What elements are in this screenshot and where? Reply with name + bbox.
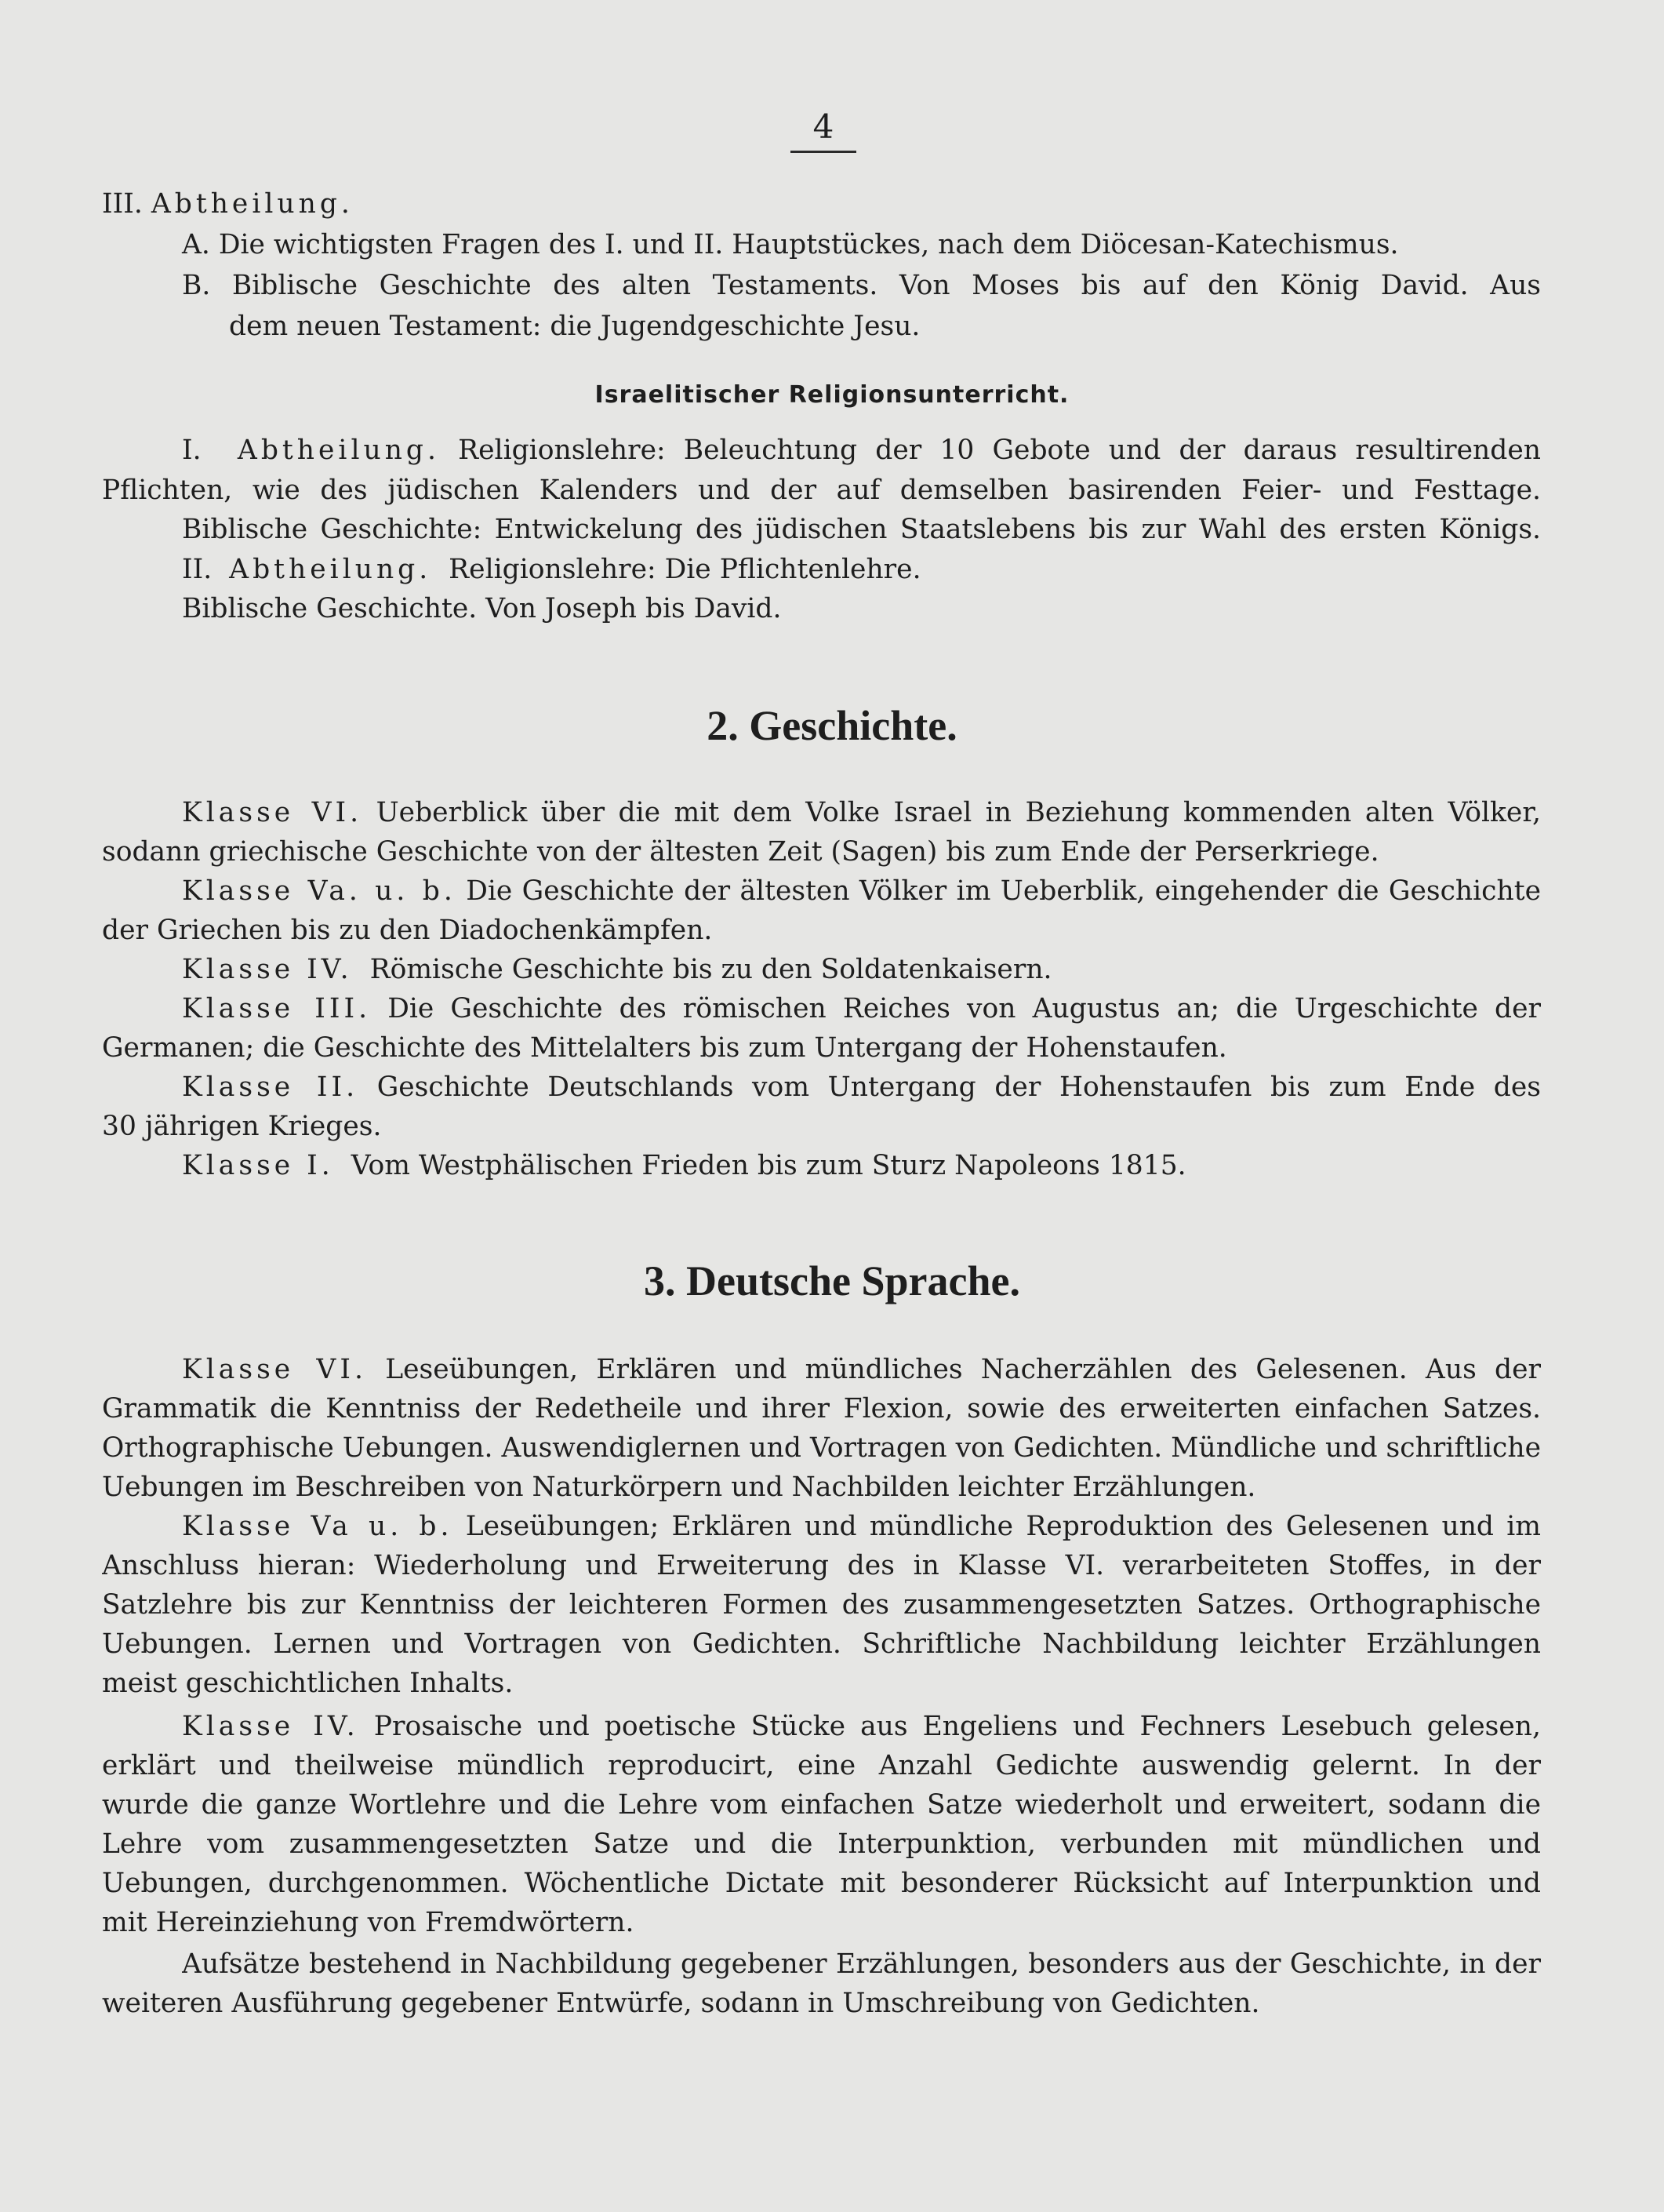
- abtheilung-number: III.: [102, 188, 143, 220]
- paragraph-first-line: [182, 1508, 1541, 1545]
- text-line: B. Biblische Geschichte des alten Testaments. Von Moses bis auf den König David. Aus: [182, 270, 1541, 301]
- klasse-label: Klasse IV.: [182, 954, 353, 985]
- paragraph-text: Ueberblick über die mit dem Volke Israel in Beziehung kommenden alten Völker,: [376, 797, 1541, 828]
- text-line: Biblische Geschichte. Von Joseph bis David.: [182, 593, 782, 624]
- text-line: sodann griechische Geschichte von der ältesten Zeit (Sagen) bis zum Ende der Perserkriege.: [102, 836, 1379, 868]
- text-line: Grammatik die Kenntniss der Redetheile und ihrer Flexion, sowie des erweiterten einfachen Satzes.: [102, 1393, 1541, 1424]
- paragraph-text: Römische Geschichte bis zu den Soldatenkaisern.: [369, 954, 1052, 985]
- text-line: A. Die wichtigsten Fragen des I. und II. Hauptstückes, nach dem Diöcesan-Katechismus.: [182, 229, 1399, 260]
- paragraph-first-line: [182, 1351, 1541, 1388]
- paragraph-text: Die Geschichte der ältesten Völker im Ueberblik, eingehender die Geschichte: [466, 875, 1541, 907]
- paragraph-text: Geschichte Deutschlands vom Untergang der Hohenstaufen bis zum Ende des: [376, 1071, 1541, 1103]
- paragraph-first-line: [182, 1068, 1541, 1106]
- klasse-label: Klasse Va. u. b.: [182, 875, 456, 907]
- paragraph-text: Die Geschichte des römischen Reiches von Augustus an; die Urgeschichte der: [387, 993, 1541, 1024]
- text-line: Anschluss hieran: Wiederholung und Erweiterung des in Klasse VI. verarbeiteten Stoffes, in der: [102, 1550, 1541, 1581]
- paragraph-text: Leseübungen, Erklären und mündliches Nacherzählen des Gelesenen. Aus der: [385, 1354, 1541, 1385]
- klasse-label: Klasse I.: [182, 1150, 334, 1181]
- text-line: Pflichten, wie des jüdischen Kalenders und der auf demselben basirenden Feier- und Festtage.: [102, 475, 1541, 506]
- text-line: meist geschichtlichen Inhalts.: [102, 1668, 514, 1699]
- abtheilung-label: Abtheilung.: [229, 554, 432, 585]
- paragraph-first-line: [182, 1147, 1541, 1184]
- klasse-label: Klasse Va u. b.: [182, 1511, 453, 1542]
- text-line: 30 jährigen Krieges.: [102, 1111, 382, 1142]
- paragraph-text: Leseübungen; Erklären und mündliche Reproduktion des Gelesenen und im: [465, 1511, 1541, 1542]
- text-line: Uebungen im Beschreiben von Naturkörpern und Nachbilden leichter Erzählungen.: [102, 1472, 1256, 1503]
- section-heading-geschichte: 2. Geschichte.: [707, 702, 957, 749]
- klasse-label: Klasse II.: [182, 1071, 359, 1103]
- text-line: Satzlehre bis zur Kenntniss der leichteren Formen des zusammengesetzten Satzes. Orthographische: [102, 1589, 1541, 1621]
- klasse-label: Klasse IV.: [182, 1711, 359, 1742]
- paragraph-first-line: [182, 1708, 1541, 1745]
- paragraph-first-line: [182, 951, 1541, 988]
- klasse-label: Klasse III.: [182, 993, 372, 1024]
- text-line: Aufsätze bestehend in Nachbildung gegebener Erzählungen, besonders aus der Geschichte, in der: [182, 1948, 1541, 1980]
- paragraph-text: Vom Westphälischen Frieden bis zum Sturz Napoleons 1815.: [351, 1150, 1186, 1181]
- paragraph-first-line: [182, 794, 1541, 831]
- text-line: wurde die ganze Wortlehre und die Lehre vom einfachen Satze wiederholt und erweitert, sodann die: [102, 1789, 1541, 1821]
- text-line: mit Hereinziehung von Fremdwörtern.: [102, 1907, 634, 1938]
- text-line: Orthographische Uebungen. Auswendiglernen und Vortragen von Gedichten. Mündliche und schriftliche: [102, 1432, 1541, 1464]
- paragraph-text: Religionslehre: Die Pflichtenlehre.: [449, 554, 921, 585]
- page-number: 4: [812, 107, 834, 146]
- page-number-rule: [790, 151, 856, 153]
- text-line: Germanen; die Geschichte des Mittelalters bis zum Untergang der Hohenstaufen.: [102, 1032, 1227, 1064]
- abtheilung-label: Abtheilung.: [237, 435, 440, 466]
- paragraph-first-line: [182, 431, 1541, 469]
- text-line: der Griechen bis zu den Diadochenkämpfen.: [102, 915, 713, 946]
- abtheilung-number: I.: [182, 435, 202, 466]
- text-line: dem neuen Testament: die Jugendgeschichte Jesu.: [229, 311, 921, 342]
- sub-heading: Israelitischer Religionsunterricht.: [594, 381, 1070, 409]
- text-line: Uebungen, durchgenommen. Wöchentliche Dictate mit besonderer Rücksicht auf Interpunktion und: [102, 1868, 1541, 1899]
- text-line: weiteren Ausführung gegebener Entwürfe, sodann in Umschreibung von Gedichten.: [102, 1988, 1260, 2019]
- paragraph-first-line: [182, 551, 1541, 588]
- text-line: erklärt und theilweise mündlich reproducirt, eine Anzahl Gedichte auswendig gelernt. In der: [102, 1750, 1541, 1781]
- paragraph-first-line: [182, 990, 1541, 1028]
- abtheilung-number: II.: [182, 554, 213, 585]
- text-line: Biblische Geschichte: Entwickelung des jüdischen Staatslebens bis zur Wahl des ersten Königs.: [182, 514, 1541, 545]
- heading-abtheilung-iii: [102, 185, 1541, 223]
- paragraph-text: Prosaische und poetische Stücke aus Engeliens und Fechners Lesebuch gelesen,: [373, 1711, 1541, 1742]
- text-line: Lehre vom zusammengesetzten Satze und die Interpunktion, verbunden mit mündlichen und: [102, 1828, 1541, 1860]
- text-line: Uebungen. Lernen und Vortragen von Gedichten. Schriftliche Nachbildung leichter Erzählungen: [102, 1628, 1541, 1660]
- section-heading-deutsche-sprache: 3. Deutsche Sprache.: [644, 1257, 1020, 1304]
- klasse-label: Klasse VI.: [182, 1354, 367, 1385]
- klasse-label: Klasse VI.: [182, 797, 363, 828]
- abtheilung-label: Abtheilung.: [151, 188, 354, 220]
- paragraph-first-line: [182, 872, 1541, 910]
- paragraph-text: Religionslehre: Beleuchtung der 10 Gebote und der daraus resultirenden: [458, 435, 1541, 466]
